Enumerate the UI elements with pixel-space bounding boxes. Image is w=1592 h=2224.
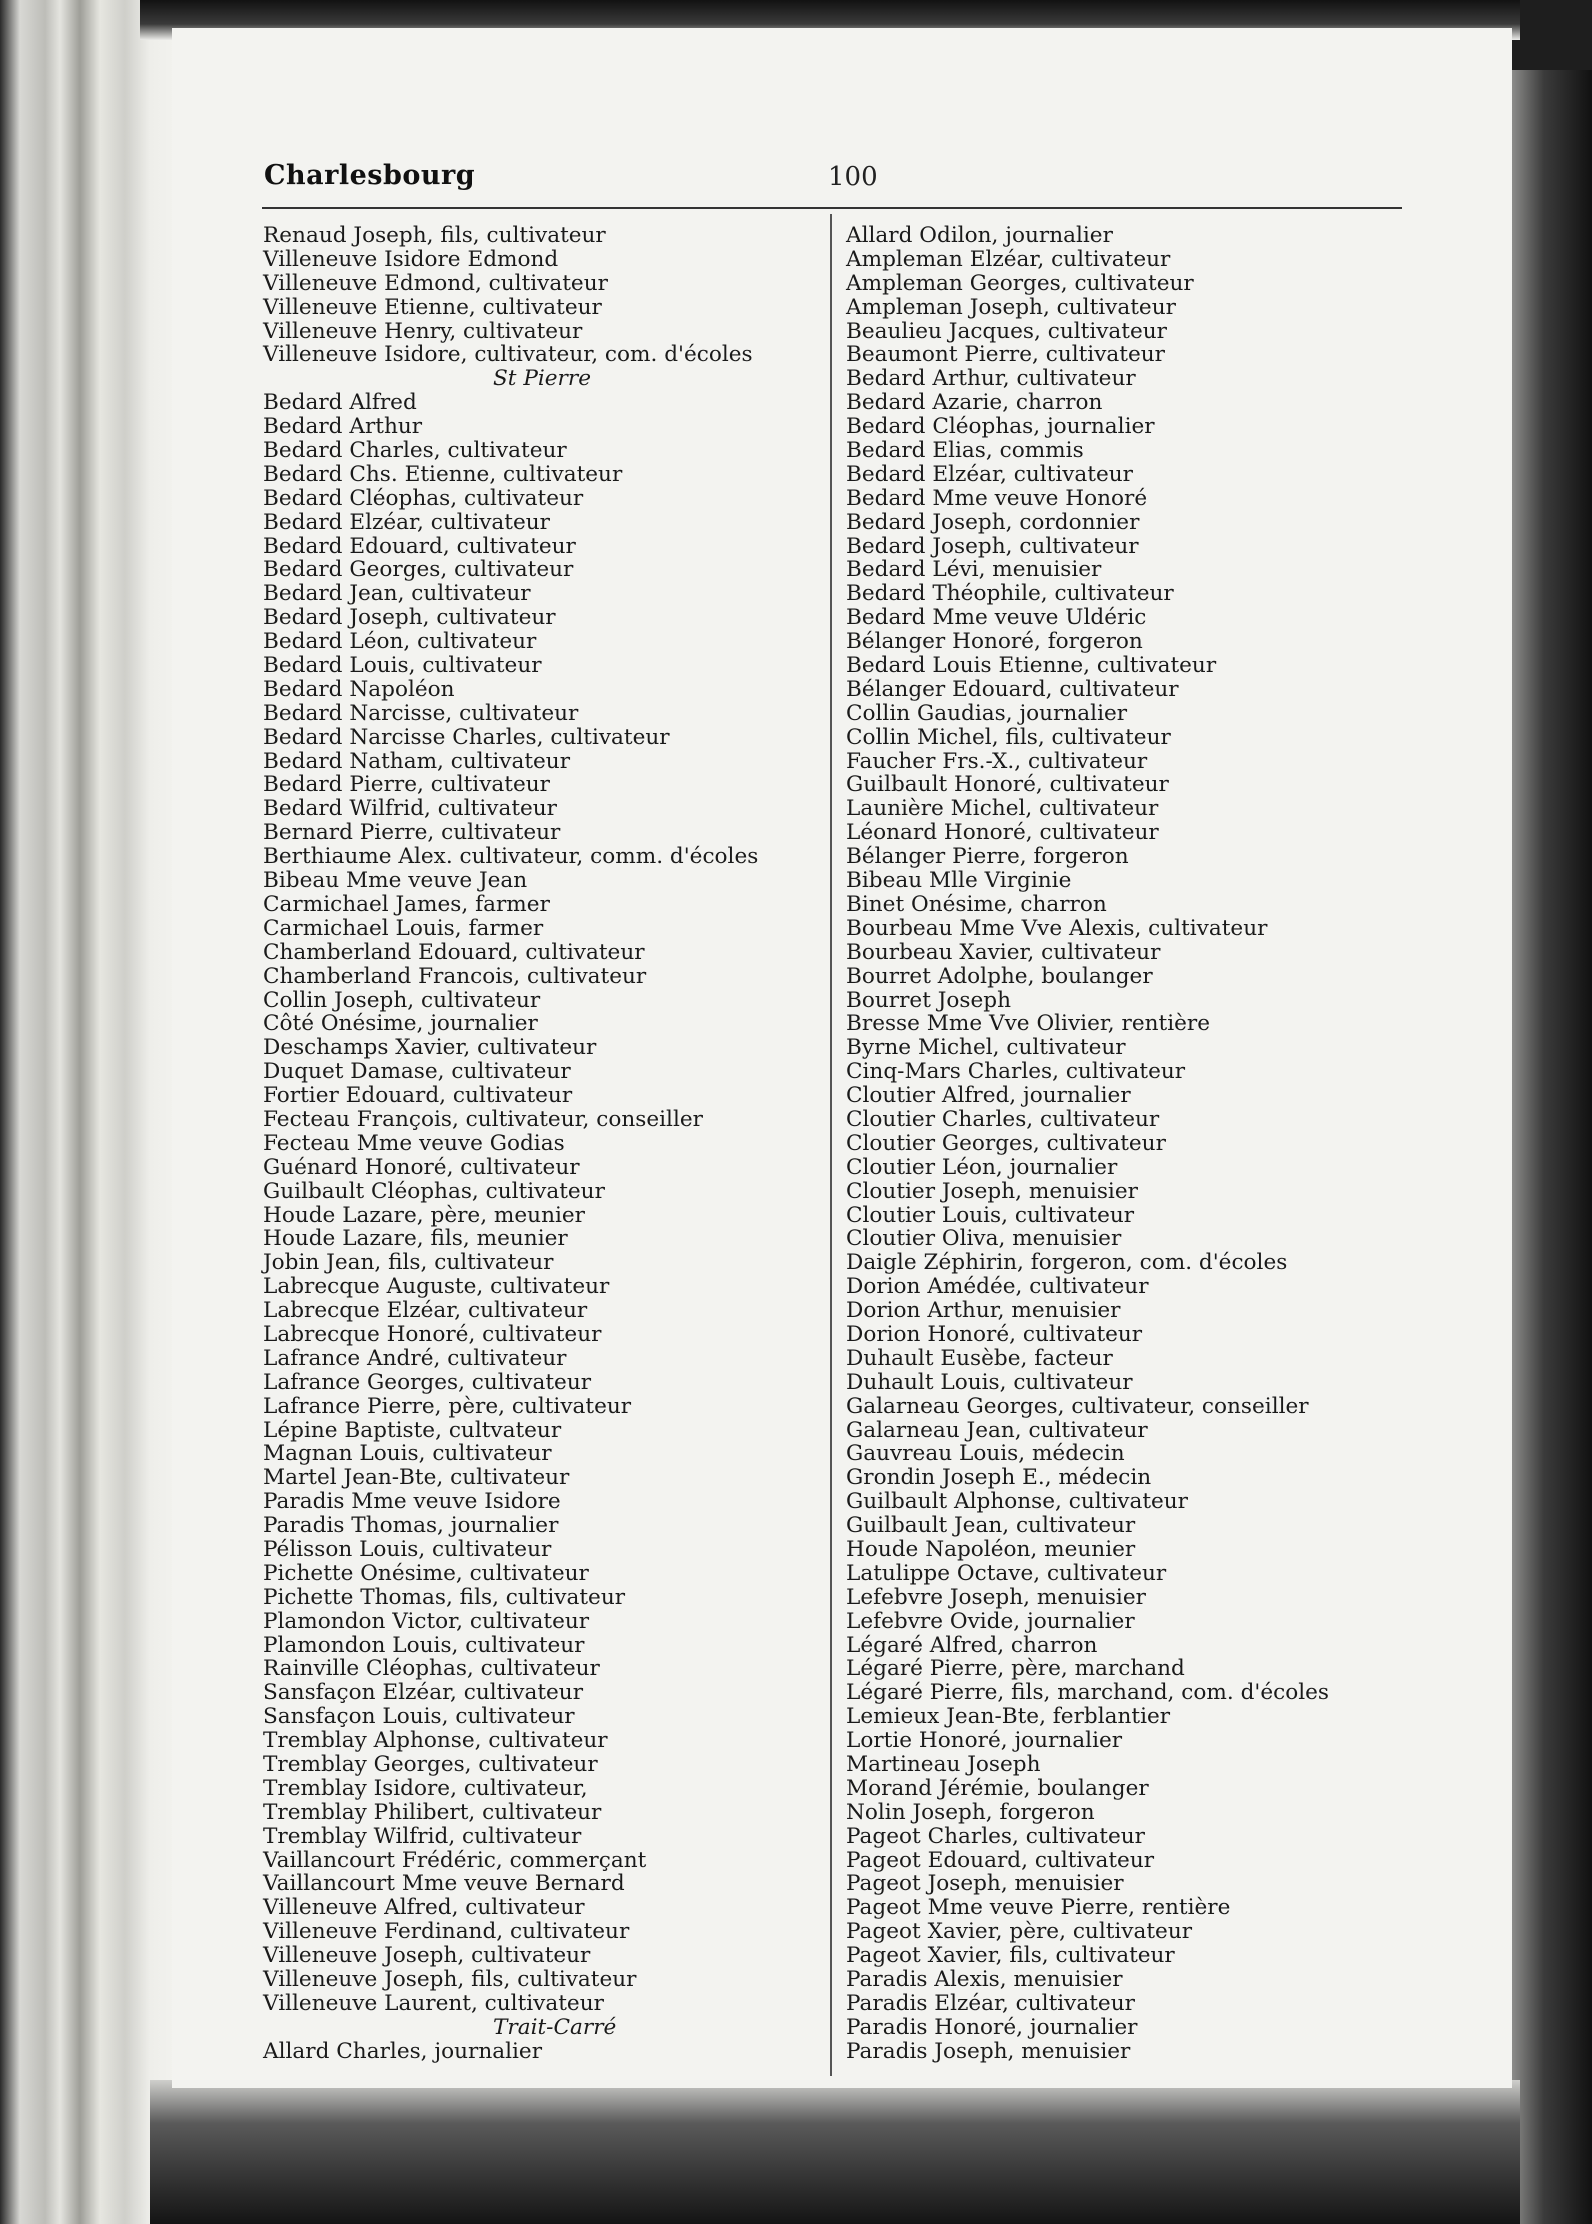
directory-entry: Cloutier Georges, cultivateur [846,1130,1166,1156]
directory-entry: Paradis Joseph, menuisier [846,2038,1131,2064]
directory-entry: Légaré Alfred, charron [846,1632,1098,1658]
directory-entry: Sansfaçon Elzéar, cultivateur [263,1680,584,1706]
directory-entry: Collin Gaudias, journalier [846,700,1128,726]
directory-entry: Plamondon Victor, cultivateur [263,1608,590,1634]
directory-entry: Pichette Thomas, fils, cultivateur [263,1584,626,1610]
directory-entry: Villeneuve Etienne, cultivateur [263,294,602,320]
directory-entry: Fecteau François, cultivateur, conseiller [263,1106,703,1132]
directory-entry: Allard Odilon, journalier [846,223,1113,248]
directory-entry: Latulippe Octave, cultivateur [846,1560,1167,1586]
directory-entry: Paradis Alexis, menuisier [846,1967,1123,1993]
directory-entry: Bedard Joseph, cultivateur [263,605,556,631]
directory-entry: Cloutier Léon, journalier [846,1154,1118,1180]
directory-entry: Pélisson Louis, cultivateur [263,1536,552,1562]
directory-entry: Houde Lazare, fils, meunier [263,1226,568,1252]
right-binding-shadow [1512,70,1592,2224]
directory-entry: Beaulieu Jacques, cultivateur [846,318,1167,344]
directory-entry: Bedard Joseph, cultivateur [846,533,1139,559]
directory-entry: Morand Jérémie, boulanger [846,1775,1149,1801]
directory-entry: Bedard Mme veuve Uldéric [846,605,1147,631]
directory-entry: Pageot Charles, cultivateur [846,1823,1145,1849]
directory-entry: Lafrance Pierre, père, cultivateur [263,1393,632,1419]
directory-entry: Légaré Pierre, père, marchand [846,1656,1185,1682]
directory-entry: Grondin Joseph E., médecin [846,1465,1152,1491]
directory-entry: Bedard Léon, cultivateur [263,629,537,655]
header-rule [262,207,1402,209]
directory-entry: Tremblay Wilfrid, cultivateur [263,1823,582,1849]
directory-entry: Bedard Natham, cultivateur [263,748,571,774]
directory-entry: Bresse Mme Vve Olivier, rentière [846,1011,1210,1037]
directory-entry: Villeneuve Laurent, cultivateur [263,1990,604,2016]
page-number: 100 [828,162,878,192]
directory-entry: Bedard Joseph, cordonnier [846,509,1140,535]
directory-entry: Deschamps Xavier, cultivateur [263,1035,597,1061]
directory-entry: Duquet Damase, cultivateur [263,1059,571,1085]
directory-entry: Houde Lazare, père, meunier [263,1202,586,1228]
directory-entry: Pageot Xavier, père, cultivateur [846,1919,1193,1945]
directory-entry: Launière Michel, cultivateur [846,796,1159,822]
directory-entry: Villeneuve Henry, cultivateur [263,318,583,344]
directory-entry: Chamberland Edouard, cultivateur [263,939,645,965]
directory-entry: Guilbault Honoré, cultivateur [846,772,1169,798]
directory-entry: Galarneau Jean, cultivateur [846,1417,1148,1443]
directory-entry: Cloutier Louis, cultivateur [846,1202,1135,1228]
directory-entry: Labrecque Honoré, cultivateur [263,1321,602,1347]
directory-entry: Lafrance André, cultivateur [263,1345,567,1371]
directory-entry: Pichette Onésime, cultivateur [263,1560,589,1586]
directory-entry: Léonard Honoré, cultivateur [846,820,1159,846]
directory-entry: Galarneau Georges, cultivateur, conseiller [846,1393,1309,1419]
directory-entry: Bedard Edouard, cultivateur [263,533,576,559]
directory-entry: Houde Napoléon, meunier [846,1536,1136,1562]
directory-entry: Binet Onésime, charron [846,891,1107,917]
book-page-edges [0,0,175,2224]
directory-entry: Gauvreau Louis, médecin [846,1441,1125,1467]
directory-entry: Villeneuve Ferdinand, cultivateur [263,1919,630,1945]
directory-entry: Duhault Eusèbe, facteur [846,1345,1113,1371]
directory-entry: Berthiaume Alex. cultivateur, comm. d'écoles [263,844,759,870]
directory-entry: Faucher Frs.-X., cultivateur [846,748,1148,774]
directory-entry: Bedard Mme veuve Honoré [846,485,1148,511]
directory-entry: Byrne Michel, cultivateur [846,1035,1126,1061]
directory-entry: Bedard Georges, cultivateur [263,557,574,583]
directory-entry: Lortie Honoré, journalier [846,1728,1123,1754]
directory-entry: Beaumont Pierre, cultivateur [846,342,1165,368]
directory-entry: Pageot Xavier, fils, cultivateur [846,1943,1175,1969]
directory-entry: Villeneuve Joseph, fils, cultivateur [263,1967,637,1993]
directory-entry: Dorion Honoré, cultivateur [846,1321,1143,1347]
directory-entry: Vaillancourt Frédéric, commerçant [263,1847,647,1873]
directory-entry: Cloutier Charles, cultivateur [846,1106,1160,1132]
directory-entry: Jobin Jean, fils, cultivateur [263,1250,554,1276]
directory-entry: Paradis Honoré, journalier [846,2014,1138,2040]
directory-entry: Lépine Baptiste, cultvateur [263,1417,562,1443]
directory-entry: Daigle Zéphirin, forgeron, com. d'écoles [846,1250,1288,1276]
directory-entry: Collin Joseph, cultivateur [263,987,541,1013]
directory-entry: Légaré Pierre, fils, marchand, com. d'écoles [846,1680,1329,1706]
directory-entry: Cloutier Oliva, menuisier [846,1226,1122,1252]
directory-entry: Pageot Edouard, cultivateur [846,1847,1155,1873]
directory-entry: Bedard Elzéar, cultivateur [263,509,550,535]
directory-entry: Plamondon Louis, cultivateur [263,1632,585,1658]
section-heading: Trait-Carré [493,2014,617,2040]
directory-entry: Allard Charles, journalier [263,2038,543,2064]
directory-entry: Bourret Joseph [846,987,1011,1013]
directory-entry: Côté Onésime, journalier [263,1011,538,1037]
directory-entry: Bélanger Pierre, forgeron [846,844,1129,870]
directory-entry: Villeneuve Isidore Edmond [263,246,559,272]
directory-entry: Bedard Lévi, menuisier [846,557,1102,583]
directory-entry: Martineau Joseph [846,1752,1041,1777]
directory-entry: Bélanger Honoré, forgeron [846,629,1143,655]
directory-entry: Fecteau Mme veuve Godias [263,1130,565,1156]
directory-entry: Bedard Pierre, cultivateur [263,772,550,798]
directory-entry: Bedard Elias, commis [846,438,1084,464]
directory-entry: Bélanger Edouard, cultivateur [846,676,1179,702]
column-divider [830,214,832,2076]
directory-entry: Villeneuve Joseph, cultivateur [263,1943,591,1969]
directory-entry: Guénard Honoré, cultivateur [263,1154,580,1180]
directory-entry: Bedard Charles, cultivateur [263,438,567,464]
directory-entry: Lefebvre Ovide, journalier [846,1608,1135,1634]
section-heading: St Pierre [493,366,591,392]
directory-entry: Bourbeau Xavier, cultivateur [846,939,1161,965]
directory-entry: Guilbault Cléophas, cultivateur [263,1178,605,1204]
directory-entry: Magnan Louis, cultivateur [263,1441,552,1467]
directory-entry: Bibeau Mlle Virginie [846,868,1072,894]
directory-entry: Cinq-Mars Charles, cultivateur [846,1059,1186,1085]
directory-entry: Bedard Narcisse Charles, cultivateur [263,724,670,750]
directory-entry: Collin Michel, fils, cultivateur [846,724,1171,750]
directory-entry: Ampleman Joseph, cultivateur [846,294,1176,320]
directory-entry: Bedard Azarie, charron [846,390,1103,416]
directory-entry: Lemieux Jean-Bte, ferblantier [846,1704,1171,1730]
directory-entry: Bedard Louis, cultivateur [263,653,542,679]
directory-entry: Paradis Mme veuve Isidore [263,1489,561,1515]
directory-entry: Bedard Narcisse, cultivateur [263,700,579,726]
directory-entry: Renaud Joseph, fils, cultivateur [263,223,606,248]
directory-entry: Pageot Joseph, menuisier [846,1871,1124,1897]
directory-entry: Villeneuve Isidore, cultivateur, com. d'écoles [263,342,753,368]
right-column-list [846,224,1329,2064]
directory-entry: Bedard Louis Etienne, cultivateur [846,653,1217,679]
directory-entry: Labrecque Elzéar, cultivateur [263,1298,588,1324]
directory-entry: Bourbeau Mme Vve Alexis, cultivateur [846,915,1268,941]
left-column-list [263,224,758,2064]
directory-entry: Martel Jean-Bte, cultivateur [263,1465,570,1491]
directory-entry: Bedard Jean, cultivateur [263,581,531,607]
directory-entry: Paradis Elzéar, cultivateur [846,1990,1135,2016]
bottom-shadow [150,2080,1520,2224]
directory-entry: Nolin Joseph, forgeron [846,1799,1095,1825]
directory-entry: Bedard Elzéar, cultivateur [846,461,1133,487]
directory-entry: Dorion Arthur, menuisier [846,1298,1121,1324]
directory-entry: Dorion Amédée, cultivateur [846,1274,1149,1300]
directory-entry: Carmichael James, farmer [263,891,550,917]
directory-entry: Bedard Alfred [263,390,417,416]
directory-entry: Rainville Cléophas, cultivateur [263,1656,600,1682]
directory-entry: Chamberland Francois, cultivateur [263,963,647,989]
directory-entry: Cloutier Joseph, menuisier [846,1178,1138,1204]
directory-entry: Tremblay Georges, cultivateur [263,1752,598,1777]
directory-entry: Paradis Thomas, journalier [263,1513,559,1539]
directory-entry: Bedard Cléophas, journalier [846,414,1155,440]
directory-entry: Bedard Arthur, cultivateur [846,366,1136,392]
directory-entry: Tremblay Isidore, cultivateur, [263,1775,588,1801]
directory-entry: Lafrance Georges, cultivateur [263,1369,592,1395]
directory-entry: Cloutier Alfred, journalier [846,1083,1131,1109]
directory-entry: Bedard Napoléon [263,676,455,702]
directory-entry: Bernard Pierre, cultivateur [263,820,561,846]
directory-entry: Bedard Chs. Etienne, cultivateur [263,461,623,487]
directory-entry: Fortier Edouard, cultivateur [263,1083,573,1109]
directory-entry: Tremblay Philibert, cultivateur [263,1799,602,1825]
directory-entry: Villeneuve Alfred, cultivateur [263,1895,585,1921]
directory-entry: Sansfaçon Louis, cultivateur [263,1704,575,1730]
directory-entry: Pageot Mme veuve Pierre, rentière [846,1895,1231,1921]
directory-entry: Bedard Arthur [263,414,423,440]
directory-entry: Bedard Théophile, cultivateur [846,581,1174,607]
directory-entry: Bourret Adolphe, boulanger [846,963,1153,989]
directory-entry: Guilbault Alphonse, cultivateur [846,1489,1188,1515]
page-header-title: Charlesbourg [264,160,476,191]
directory-entry: Vaillancourt Mme veuve Bernard [263,1871,625,1897]
directory-entry: Tremblay Alphonse, cultivateur [263,1728,608,1754]
directory-entry: Duhault Louis, cultivateur [846,1369,1133,1395]
directory-entry: Ampleman Elzéar, cultivateur [846,246,1171,272]
directory-entry: Villeneuve Edmond, cultivateur [263,270,608,296]
directory-entry: Ampleman Georges, cultivateur [846,270,1194,296]
directory-entry: Labrecque Auguste, cultivateur [263,1274,610,1300]
directory-entry: Bedard Cléophas, cultivateur [263,485,584,511]
directory-entry: Guilbault Jean, cultivateur [846,1513,1136,1539]
directory-entry: Bedard Wilfrid, cultivateur [263,796,558,822]
directory-entry: Bibeau Mme veuve Jean [263,868,528,894]
directory-entry: Carmichael Louis, farmer [263,915,544,941]
directory-entry: Lefebvre Joseph, menuisier [846,1584,1146,1610]
